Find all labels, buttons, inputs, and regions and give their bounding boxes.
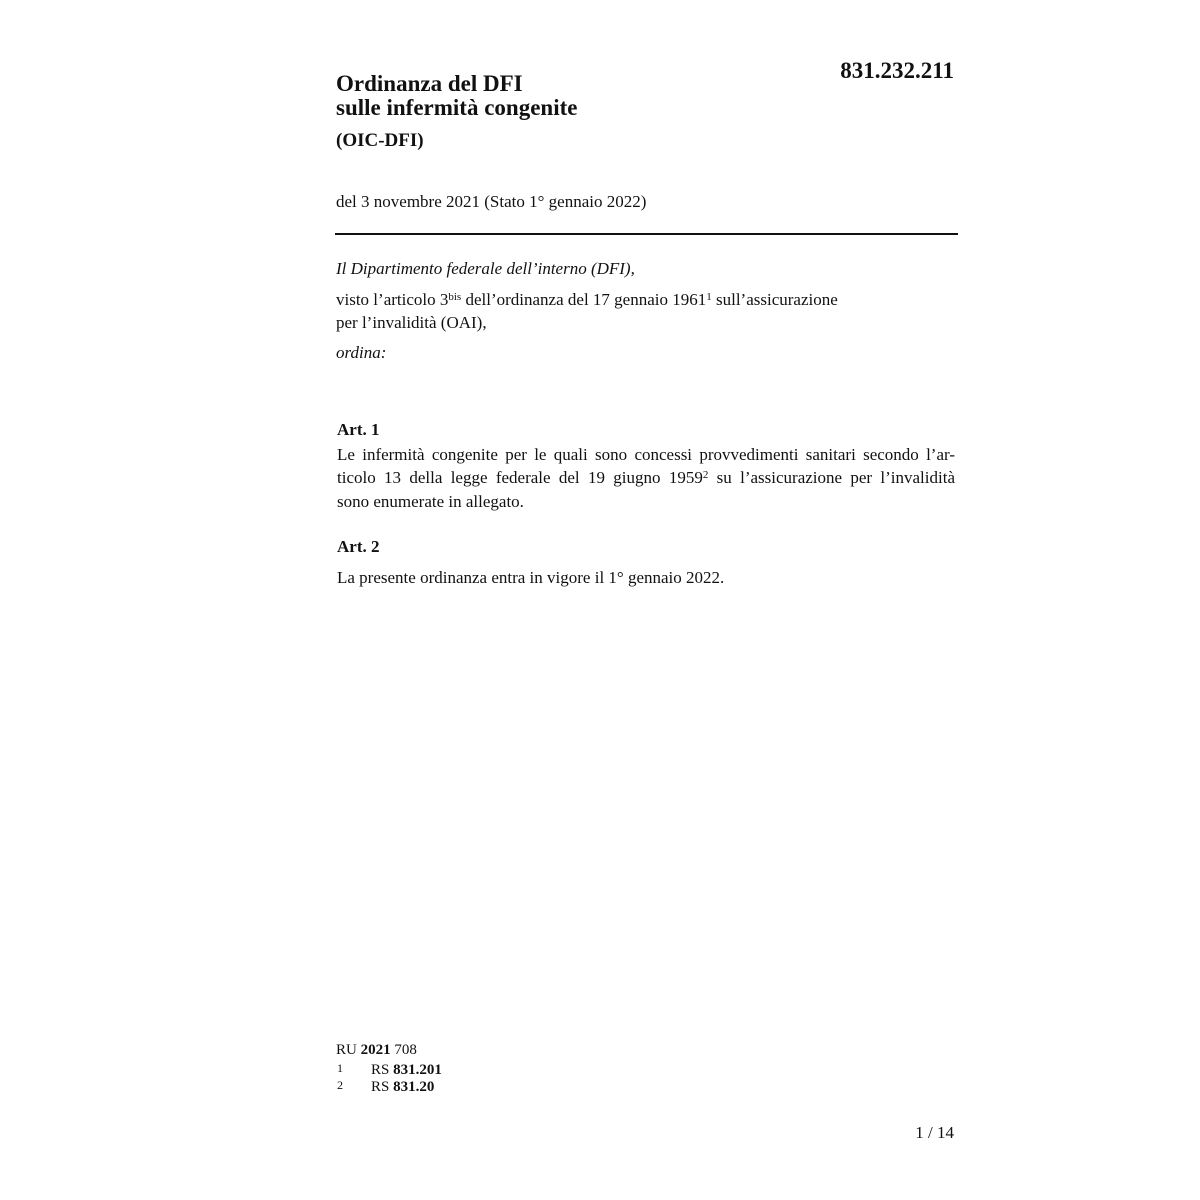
footnote-ref-2[interactable]: 2	[702, 469, 709, 481]
footnote-number: 1	[337, 1061, 343, 1075]
ru-page: 708	[390, 1042, 417, 1058]
document-title: Ordinanza del DFI	[336, 71, 523, 96]
visto-superscript: bis	[448, 291, 462, 303]
visto-text: dell’ordinanza del 17 gennaio 1961	[461, 290, 707, 309]
article-2-title: Art. 2	[337, 537, 380, 556]
preamble-ordina: ordina:	[336, 343, 387, 362]
preamble-visto-line2: per l’invalidità (OAI),	[336, 313, 487, 332]
footnote-2	[371, 1079, 434, 1096]
preamble-authority: Il Dipartimento federale dell’interno (DFI),	[336, 259, 635, 278]
article-1-text: su l’assicurazione per l’invalidità	[708, 468, 955, 487]
visto-text: visto l’articolo 3	[336, 290, 449, 309]
article-2-text: La presente ordinanza entra in vigore il 1° gennaio 2022.	[337, 568, 725, 587]
ru-year: 2021	[360, 1042, 391, 1058]
footnote-ref[interactable]: 831.20	[393, 1079, 435, 1095]
document-title-line2: sulle infermità congenite	[336, 95, 578, 120]
footnote-number: 2	[337, 1078, 343, 1092]
visto-text: sull’assicurazione	[711, 290, 838, 309]
sr-number: 831.232.211	[840, 58, 954, 83]
ru-prefix: RU	[336, 1042, 361, 1058]
article-1-line: Le infermità congenite per le quali sono concessi provvedimenti sanitari secondo l’ar-	[337, 445, 955, 464]
footnote-ref-1[interactable]: 1	[706, 291, 712, 303]
document-abbreviation: (OIC-DFI)	[336, 130, 424, 151]
article-1-text: ticolo 13 della legge federale del 19 giugno 1959	[337, 468, 703, 487]
document-date: del 3 novembre 2021 (Stato 1° gennaio 2022)	[336, 192, 647, 211]
ru-reference	[336, 1042, 417, 1059]
article-1-line: sono enumerate in allegato.	[337, 492, 524, 511]
page-indicator: 1 / 14	[915, 1123, 954, 1142]
footnote-prefix: RS	[371, 1079, 394, 1095]
preamble-visto	[336, 288, 838, 311]
article-1-title: Art. 1	[337, 420, 380, 439]
footnote-1	[371, 1062, 442, 1079]
footnote-prefix: RS	[371, 1062, 394, 1078]
header-divider	[335, 233, 958, 235]
footnote-ref[interactable]: 831.201	[393, 1062, 442, 1078]
article-1-line	[337, 468, 955, 488]
